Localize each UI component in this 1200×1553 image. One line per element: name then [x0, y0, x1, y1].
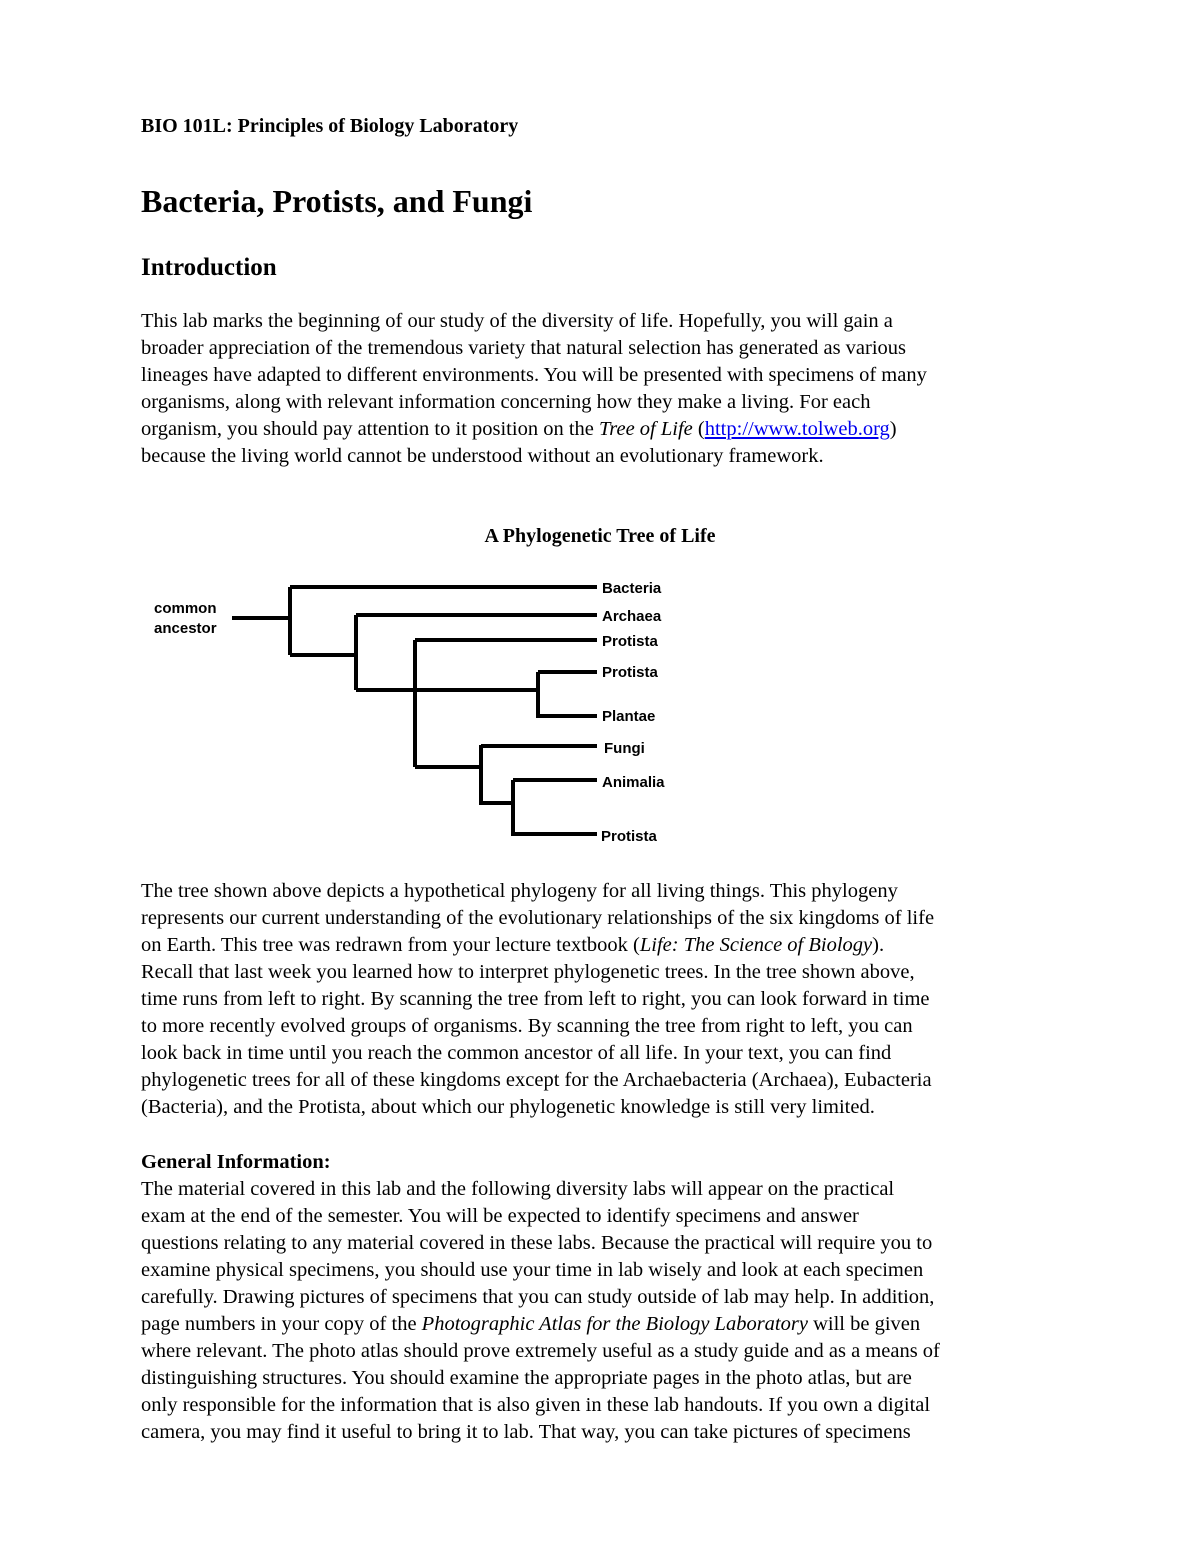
text-span: represents our current understanding of the evolutionary relationships of the six kingdoms of life: [141, 907, 935, 929]
italic-title: Life: The Science of Biology: [639, 934, 873, 956]
section-heading-introduction: Introduction: [141, 254, 277, 281]
text-span: only responsible for the information that is also given in these lab handouts. If you own a digital: [141, 1394, 931, 1416]
text-span: on Earth. This tree was redrawn from your lecture textbook (: [141, 934, 640, 956]
leaf-label: Plantae: [602, 708, 656, 725]
text-line: [141, 986, 934, 1013]
course-title: BIO 101L: Principles of Biology Laboratory: [141, 115, 519, 137]
text-span: questions relating to any material covered in these labs. Because the practical will require you to: [141, 1232, 933, 1254]
text-line: [141, 1013, 934, 1040]
text-line: [141, 1067, 934, 1094]
page-title: Bacteria, Protists, and Fungi: [141, 183, 533, 219]
text-line: [141, 1040, 934, 1067]
text-span: phylogenetic trees for all of these kingdoms except for the Archaebacteria (Archaea), Eubacteria: [141, 1069, 932, 1091]
text-line: [141, 1203, 940, 1230]
text-span: organisms, along with relevant information concerning how they make a living. For each: [141, 391, 871, 413]
text-line: [141, 1284, 940, 1311]
leaf-label: Bacteria: [602, 580, 662, 597]
text-span: to more recently evolved groups of organisms. By scanning the tree from right to left, you can: [141, 1015, 913, 1037]
general-information-paragraph: [141, 1176, 940, 1446]
tree-title: A Phylogenetic Tree of Life: [484, 525, 716, 547]
text-line: [141, 905, 934, 932]
italic-title: Photographic Atlas for the Biology Laboratory: [421, 1313, 808, 1335]
leaf-label: Animalia: [602, 774, 665, 791]
leaf-label: Fungi: [604, 740, 645, 757]
root-label-line2: ancestor: [154, 620, 217, 637]
text-span: carefully. Drawing pictures of specimens that you can study outside of lab may help. In addition,: [141, 1286, 935, 1308]
text-line: [141, 1419, 940, 1446]
text-line: [141, 1257, 940, 1284]
text-span: examine physical specimens, you should use your time in lab wisely and look at each specimen: [141, 1259, 924, 1281]
text-span: ): [889, 418, 897, 440]
text-span: exam at the end of the semester. You will be expected to identify specimens and answer: [141, 1205, 859, 1227]
text-span: This lab marks the beginning of our study of the diversity of life. Hopefully, you will gain a: [141, 310, 893, 332]
leaf-label: Archaea: [602, 608, 662, 625]
text-span: ).: [872, 934, 885, 956]
leaf-label: Protista: [601, 828, 657, 845]
text-line: [141, 1338, 940, 1365]
text-span: lineages have adapted to different environments. You will be presented with specimens of many: [141, 364, 927, 386]
text-span: where relevant. The photo atlas should prove extremely useful as a study guide and as a means of: [141, 1340, 940, 1362]
text-line: [141, 1230, 940, 1257]
text-span: The tree shown above depicts a hypothetical phylogeny for all living things. This phylogeny: [141, 880, 898, 902]
tree-branches: [232, 587, 597, 836]
text-span: The material covered in this lab and the following diversity labs will appear on the practical: [141, 1178, 895, 1200]
text-span: will be given: [807, 1313, 921, 1335]
text-span: (Bacteria), and the Protista, about which our phylogenetic knowledge is still very limited.: [141, 1096, 875, 1118]
text-span: distinguishing structures. You should examine the appropriate pages in the photo atlas, but are: [141, 1367, 912, 1389]
general-information-heading: General Information:: [141, 1151, 331, 1173]
tree-description-paragraph: [141, 878, 934, 1121]
text-span: look back in time until you reach the common ancestor of all life. In your text, you can find: [141, 1042, 892, 1064]
text-line: [141, 1176, 940, 1203]
text-span: Recall that last week you learned how to interpret phylogenetic trees. In the tree shown above,: [141, 961, 915, 983]
text-line: [141, 1392, 940, 1419]
text-span: broader appreciation of the tremendous variety that natural selection has generated as various: [141, 337, 907, 359]
text-line: [141, 959, 934, 986]
text-span: (: [692, 418, 705, 440]
text-span: because the living world cannot be understood without an evolutionary framework.: [141, 445, 824, 467]
text-span: time runs from left to right. By scanning the tree from left to right, you can look forward in time: [141, 988, 930, 1010]
text-line: [141, 1311, 940, 1338]
leaf-label: Protista: [602, 633, 658, 650]
text-line: [141, 1365, 940, 1392]
text-line: [141, 878, 934, 905]
italic-title: Tree of Life: [599, 418, 693, 440]
text-line: [141, 932, 934, 959]
root-label-line1: common: [154, 600, 217, 617]
tolweb-link[interactable]: http://www.tolweb.org: [704, 418, 890, 440]
text-span: page numbers in your copy of the: [141, 1313, 422, 1335]
leaf-label: Protista: [602, 664, 658, 681]
text-line: [141, 1094, 934, 1121]
text-span: organism, you should pay attention to it position on the: [141, 418, 599, 440]
text-span: camera, you may find it useful to bring it to lab. That way, you can take pictures of specimens: [141, 1421, 911, 1443]
